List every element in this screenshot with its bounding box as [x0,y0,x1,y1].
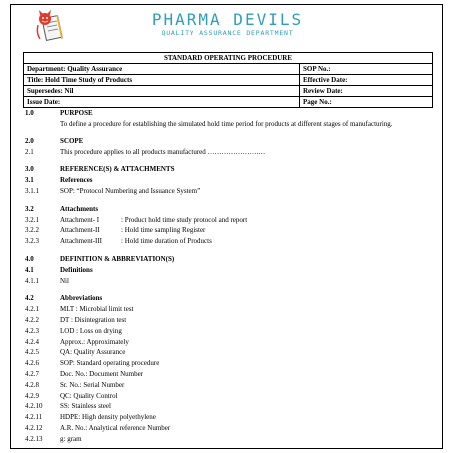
item-number: 2.1 [25,147,34,156]
issue-date-cell: Issue Date: [24,97,300,108]
abbreviation-text: A.R. No.: Analytical reference Number [60,423,171,432]
abbreviation-text: QA: Quality Assurance [60,348,126,357]
attachment-row [25,215,431,226]
item-number: 3.2.2 [25,226,39,235]
abbreviation-row [25,369,431,380]
list-item [25,276,431,287]
section-title: REFERENCE(S) & ATTACHMENTS [60,165,175,174]
item-number: 4.2.5 [25,348,39,357]
list-item [25,186,431,197]
item-number: 3.2.3 [25,237,39,246]
attachment-row [25,236,431,247]
section-number: 4.0 [25,254,34,263]
abbreviation-text: SS: Stainless steel [60,402,111,411]
item-number: 4.2.2 [25,315,39,324]
abbreviation-row [25,315,431,326]
effective-date-cell: Effective Date: [300,75,433,86]
section-heading [25,254,431,265]
abbreviation-row [25,401,431,412]
item-number: 4.2.9 [25,391,39,400]
item-number: 3.2 [25,204,34,213]
item-number: 4.2.12 [25,423,43,432]
item-text: Abbreviations [60,294,103,303]
abbreviation-text: Doc. No.: Document Number [60,369,144,378]
doc-title: STANDARD OPERATING PROCEDURE [24,53,433,64]
item-number: 4.2.13 [25,434,43,443]
abbreviation-row [25,337,431,348]
brand-subtitle: QUALITY ASSURANCE DEPARTMENT [161,29,294,37]
abbreviation-row [25,380,431,391]
item-text: Nil [60,276,69,285]
abbreviation-row [25,326,431,337]
section-number: 3.0 [25,165,34,174]
item-number: 4.1 [25,265,34,274]
section-heading [25,108,431,119]
abbreviation-text: Sr. No.: Serial Number [60,380,125,389]
attachment-description: : Hold time duration of Products [121,237,212,246]
item-text: SOP: “Protocol Numbering and Issuance System” [60,186,201,195]
attachment-name: Attachment-III [60,237,102,246]
subsection-heading [25,265,431,276]
abbreviation-text: MLT : Microbial limit test [60,305,134,314]
item-text: Attachments [60,204,99,213]
item-number: 4.2.3 [25,326,39,335]
item-number: 4.2.4 [25,337,39,346]
attachment-row [25,225,431,236]
brand-header [11,11,444,38]
item-number: 4.2 [25,294,34,303]
item-text: References [60,176,93,185]
department-cell: Department: Quality Assurance [24,64,300,75]
item-number: 4.2.8 [25,380,39,389]
supersedes-cell: Supersedes: Nil [24,86,300,97]
item-number: 3.2.1 [25,215,39,224]
abbreviation-text: SOP: Standard operating procedure [60,359,160,368]
item-number: 4.2.1 [25,305,39,314]
attachment-name: Attachment-II [60,226,100,235]
section-heading [25,136,431,147]
section-title: SCOPE [60,136,84,145]
abbreviation-row [25,391,431,402]
item-text: Definitions [60,265,93,274]
item-number: 4.1.1 [25,276,39,285]
section-heading [25,164,431,175]
subsection-heading [25,293,431,304]
abbreviation-row [25,434,431,445]
abbreviation-text: DT : Disintegration test [60,315,127,324]
abbreviation-text: HDPE: High density polyethylene [60,413,156,422]
review-date-cell: Review Date: [300,86,433,97]
attachment-description: : Hold time sampling Register [121,226,206,235]
page-no-cell: Page No.: [300,97,433,108]
document-page [10,4,443,449]
section-title: DEFINITION & ABBREVIATION(S) [60,254,175,263]
sop-header-table [23,52,433,108]
item-number: 4.2.6 [25,359,39,368]
abbreviation-text: QC: Quality Control [60,391,118,400]
attachment-description: : Product hold time study protocol and report [121,215,248,224]
section-title: PURPOSE [60,109,93,117]
sop-no-cell: SOP No.: [300,64,433,75]
abbreviation-row [25,423,431,434]
abbreviation-text: Approx.: Approximately [60,337,129,346]
list-item [25,147,431,158]
abbreviation-row [25,358,431,369]
section-number: 1.0 [25,109,34,117]
item-text: This procedure applies to all products manufactured ………………….… [60,147,266,156]
item-number: 3.1.1 [25,186,39,195]
brand-title: PHARMA DEVILS [151,10,304,29]
item-number: 3.1 [25,176,34,185]
attachment-name: Attachment- I [60,215,100,224]
subsection-heading [25,204,431,215]
subsection-heading [25,175,431,186]
item-number: 4.2.11 [25,413,43,422]
abbreviation-text: LOD : Loss on drying [60,326,122,335]
section-number: 2.0 [25,136,34,145]
purpose-text: To define a procedure for establishing the simulated hold time period for products at different stages of manufacturing. [60,119,393,128]
abbreviation-row [25,304,431,315]
abbreviation-row [25,347,431,358]
abbreviation-text: g: gram [60,434,82,443]
sop-body [25,108,431,445]
item-number: 4.2.10 [25,402,43,411]
abbreviation-row [25,412,431,423]
title-cell: Title: Hold Time Study of Products [24,75,300,86]
item-number: 4.2.7 [25,369,39,378]
